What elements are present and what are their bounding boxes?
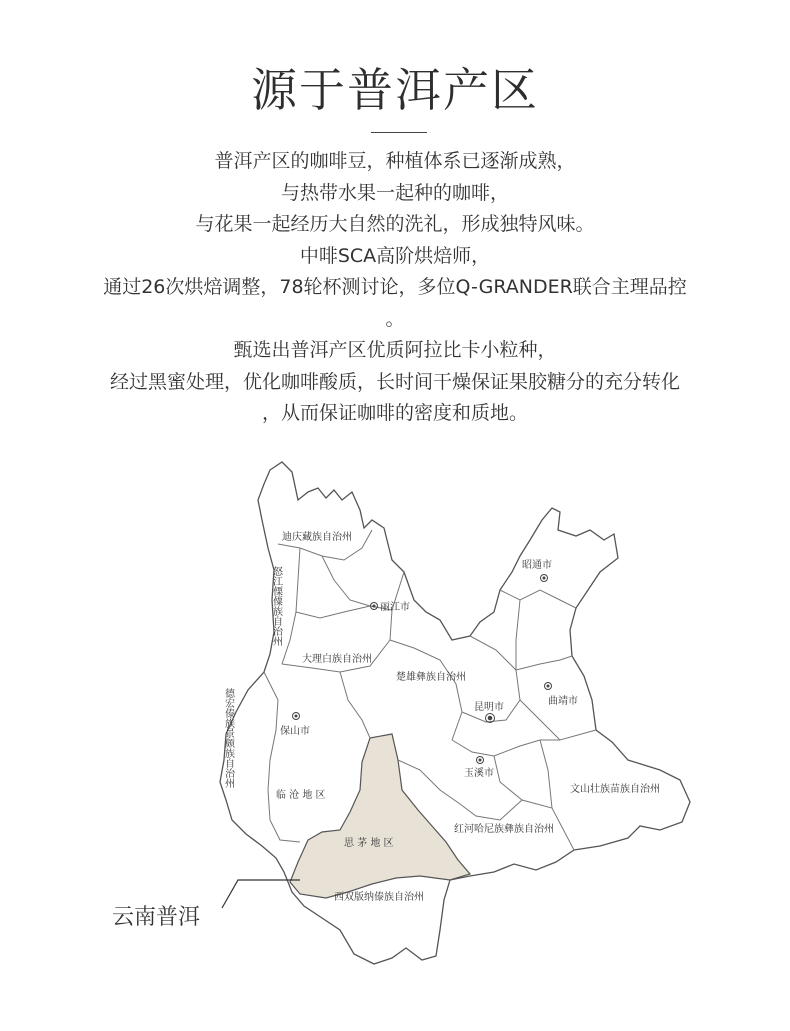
- region-label-kunming: 昆明市: [474, 702, 504, 713]
- intro-line: ，从而保证咖啡的密度和质地。: [261, 402, 528, 424]
- title-divider: [371, 132, 427, 133]
- region-label-qujing: 曲靖市: [548, 696, 578, 707]
- region-label-lijiang: 丽江市: [380, 602, 410, 613]
- intro-line: 。: [385, 307, 405, 330]
- region-label-xishuangbanna: 西双版纳傣族自治州: [334, 892, 424, 903]
- intro-line: 经过黑蜜处理，优化咖啡酸质，长时间干燥保证果胶糖分的充分转化: [109, 370, 680, 393]
- intro-line: 通过26次烘焙调整，78轮杯测讨论，多位Q-GRANDER联合主理品控: [103, 276, 687, 298]
- intro-paragraph: [30, 146, 760, 430]
- callout-label: 云南普洱: [112, 905, 201, 930]
- region-label-lincang: 临 沧 地 区: [276, 790, 326, 801]
- region-label-simao: 思 茅 地 区: [344, 838, 394, 849]
- intro-line: 甄选出普洱产区优质阿拉比卡小粒种，: [233, 339, 557, 361]
- yunnan-map-svg: [0, 450, 790, 970]
- intro-line: 与热带水果一起种的咖啡，: [280, 181, 509, 204]
- region-label-dehong: 德宏傣族景颇族自治州: [222, 688, 234, 788]
- region-label-yuxi: 玉溪市: [464, 768, 494, 779]
- intro-line: 普洱产区的咖啡豆，种植体系已逐渐成熟，: [214, 150, 576, 172]
- region-label-nujiang: 怒江傈僳族自治州: [270, 566, 282, 646]
- region-label-dali: 大理白族自治州: [302, 654, 372, 665]
- region-label-diqing: 迪庆藏族自治州: [282, 532, 352, 543]
- region-label-zhaotong: 昭通市: [522, 560, 552, 571]
- region-label-chuxiong: 楚雄彝族自治州: [396, 672, 466, 683]
- region-label-baoshan: 保山市: [280, 726, 310, 737]
- region-label-wenshan: 文山壮族苗族自治州: [570, 784, 660, 795]
- page-title: 源于普洱产区: [251, 63, 539, 117]
- region-label-honghe: 红河哈尼族彝族自治州: [454, 824, 554, 835]
- yunnan-map: [0, 450, 790, 970]
- intro-line: 与花果一起经历大自然的洗礼，形成独特风味。: [195, 213, 595, 235]
- intro-line: 中啡SCA高阶烘焙师，: [299, 244, 491, 267]
